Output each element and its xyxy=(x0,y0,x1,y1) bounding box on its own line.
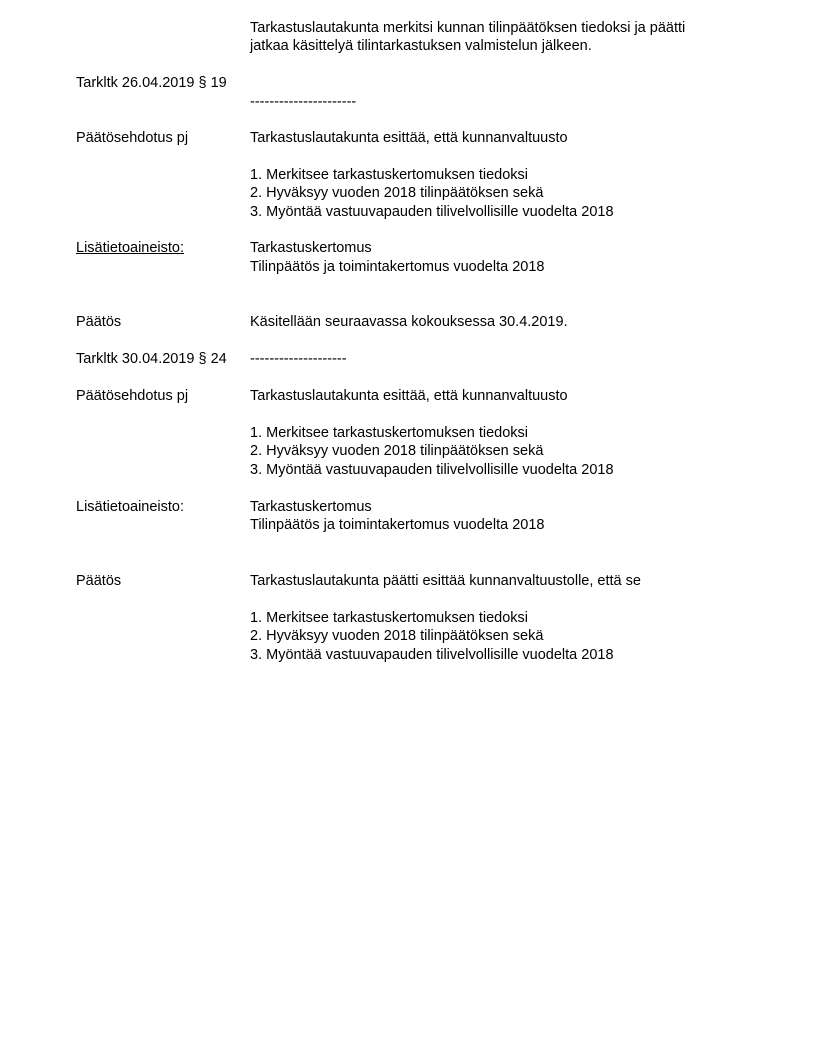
meeting1-decision-label: Päätös xyxy=(76,314,122,330)
meeting2-proposal-item-2: 2. Hyväksyy vuoden 2018 tilinpäätöksen sekä xyxy=(250,443,544,459)
meeting2-info-label: Lisätietoaineisto: xyxy=(76,499,185,515)
meeting2-decision-item-3: 3. Myöntää vastuuvapauden tilivelvollisille vuodelta 2018 xyxy=(250,647,614,663)
meeting2-proposal-item-1: 1. Merkitsee tarkastuskertomuksen tiedoksi xyxy=(250,425,529,441)
meeting2-proposal-item-3: 3. Myöntää vastuuvapauden tilivelvollisille vuodelta 2018 xyxy=(250,462,614,478)
meeting2-decision-text: Tarkastuslautakunta päätti esittää kunnanvaltuustolle, että se xyxy=(250,573,641,589)
meeting2-separator: -------------------- xyxy=(250,351,347,367)
meeting2-info-item-2: Tilinpäätös ja toimintakertomus vuodelta 2018 xyxy=(250,517,545,533)
intro-line-1: Tarkastuslautakunta merkitsi kunnan tilinpäätöksen tiedoksi ja päätti xyxy=(250,20,686,36)
meeting1-proposal-label: Päätösehdotus pj xyxy=(76,130,189,146)
meeting1-proposal-item-2: 2. Hyväksyy vuoden 2018 tilinpäätöksen sekä xyxy=(250,185,544,201)
meeting1-separator: ---------------------- xyxy=(250,94,357,110)
meeting1-decision-text: Käsitellään seuraavassa kokouksessa 30.4.2019. xyxy=(250,314,568,330)
intro-line-2: jatkaa käsittelyä tilintarkastuksen valmistelun jälkeen. xyxy=(250,38,592,54)
meeting1-proposal-item-1: 1. Merkitsee tarkastuskertomuksen tiedoksi xyxy=(250,167,529,183)
meeting2-header: Tarkltk 30.04.2019 § 24 xyxy=(76,351,227,367)
meeting2-info-item-1: Tarkastuskertomus xyxy=(250,499,372,515)
meeting2-proposal-label: Päätösehdotus pj xyxy=(76,388,189,404)
meeting2-proposal-text: Tarkastuslautakunta esittää, että kunnanvaltuusto xyxy=(250,388,568,404)
meeting2-decision-item-2: 2. Hyväksyy vuoden 2018 tilinpäätöksen sekä xyxy=(250,628,544,644)
meeting1-proposal-text: Tarkastuslautakunta esittää, että kunnanvaltuusto xyxy=(250,130,568,146)
meeting1-info-label: Lisätietoaineisto: xyxy=(76,240,185,256)
meeting2-decision-label: Päätös xyxy=(76,573,122,589)
meeting1-info-item-2: Tilinpäätös ja toimintakertomus vuodelta 2018 xyxy=(250,259,545,275)
meeting1-proposal-item-3: 3. Myöntää vastuuvapauden tilivelvollisille vuodelta 2018 xyxy=(250,204,614,220)
meeting1-info-item-1: Tarkastuskertomus xyxy=(250,240,372,256)
meeting1-header: Tarkltk 26.04.2019 § 19 xyxy=(76,75,227,91)
meeting2-decision-item-1: 1. Merkitsee tarkastuskertomuksen tiedoksi xyxy=(250,610,529,626)
